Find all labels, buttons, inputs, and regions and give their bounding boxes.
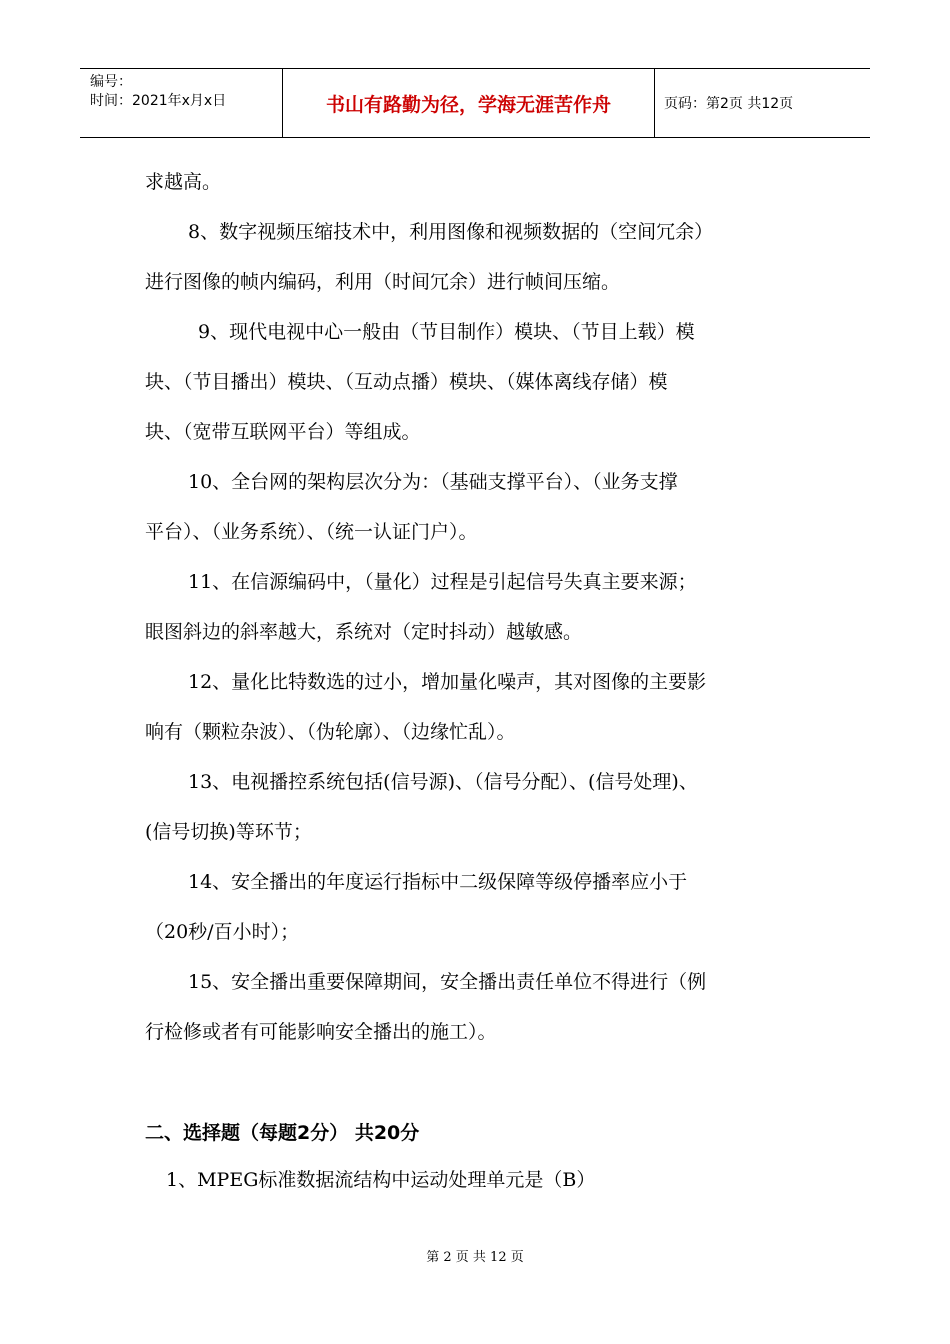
body-line: 响有（颗粒杂波）、（伪轮廓）、（边缘忙乱）。 <box>145 721 516 743</box>
body-line: 块、（宽带互联网平台）等组成。 <box>145 421 421 443</box>
header-meta <box>90 73 226 111</box>
body-line: 10、全台网的架构层次分为：（基础支撑平台）、（业务支撑 <box>188 471 678 493</box>
body-line: 8、数字视频压缩技术中，利用图像和视频数据的（空间冗余） <box>188 221 714 243</box>
header-page-info: 页码：第2页 共12页 <box>664 96 794 112</box>
body-line: 14、安全播出的年度运行指标中二级保障等级停播率应小于 <box>188 871 688 893</box>
page-footer: 第 2 页 共 12 页 <box>426 1250 524 1265</box>
body-line: 12、量化比特数选的过小，增加量化噪声，其对图像的主要影 <box>188 671 707 693</box>
body-line: 13、电视播控系统包括(信号源)、（信号分配）、(信号处理)、 <box>188 771 698 793</box>
body-line: 块、（节目播出）模块、（互动点播）模块、（媒体离线存储）模 <box>145 371 668 393</box>
header-motto: 书山有路勤为径，学海无涯苦作舟 <box>325 93 611 116</box>
body-line: 行检修或者有可能影响安全播出的施工）。 <box>145 1021 497 1043</box>
body-line: 9、现代电视中心一般由（节目制作）模块、（节目上载）模 <box>198 321 695 343</box>
question-line: 1、MPEG标准数据流结构中运动处理单元是（B） <box>166 1169 596 1191</box>
body-line: 进行图像的帧内编码，利用（时间冗余）进行帧间压缩。 <box>145 271 621 293</box>
body-line: 求越高。 <box>145 171 222 193</box>
body-line: 平台）、（业务系统）、（统一认证门户）。 <box>145 521 478 543</box>
document-header <box>80 68 870 138</box>
header-divider <box>654 69 655 137</box>
doc-number-label: 编号： <box>90 74 132 90</box>
body-line: 11、在信源编码中，（量化）过程是引起信号失真主要来源； <box>188 571 697 593</box>
doc-time: 时间：2021年x月x日 <box>90 93 227 109</box>
body-line: 眼图斜边的斜率越大，系统对（定时抖动）越敏感。 <box>145 621 583 643</box>
body-line: （20秒/百小时）； <box>145 921 300 943</box>
body-line: (信号切换)等环节； <box>145 821 312 843</box>
body-line: 15、安全播出重要保障期间，安全播出责任单位不得进行（例 <box>188 971 707 993</box>
section-title: 二、选择题（每题2分） 共20分 <box>145 1122 420 1144</box>
